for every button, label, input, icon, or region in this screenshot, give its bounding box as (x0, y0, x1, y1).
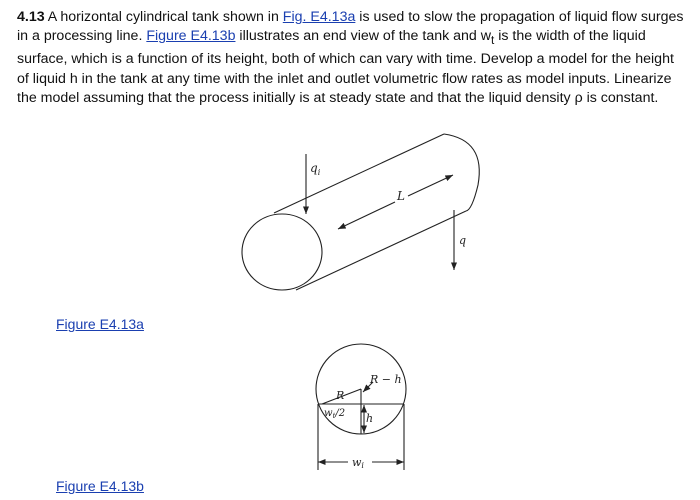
half-width-label: $w_t/2$ (324, 408, 346, 420)
height-label: h (366, 412, 374, 425)
problem-number: 4.13 (17, 9, 45, 25)
problem-text-part1: A horizontal cylindrical tank shown in (44, 9, 283, 25)
figure-b-caption[interactable]: Figure E4.13b (56, 478, 144, 494)
problem-text-part4: is the width of the liquid surface, which is a function of its height, both of which can vary with time. Develop a model for the height of liquid h in the tank at any time with the inlet and outlet volumetric flow rates as model inputs. Linearize the model assuming that the process initially is at steady state and that the liquid density ρ is constant. (17, 28, 674, 107)
problem-text-part2: is used to slow the propagation of liquid flow surges in a processing line. (17, 9, 684, 45)
length-dimension-right (408, 175, 453, 196)
cylinder-far-end (444, 134, 479, 211)
r-minus-h-label: R − h (370, 373, 402, 386)
length-label: L (397, 189, 405, 203)
inlet-flow-label: $q_i$ (310, 161, 321, 177)
radius-label: R (336, 389, 345, 402)
figure-a-link[interactable]: Fig. E4.13a (282, 9, 356, 25)
tank-end-view-diagram (316, 344, 406, 470)
length-dimension-left (338, 202, 395, 229)
cylinder-near-end (242, 214, 322, 290)
width-label: wi (352, 456, 364, 470)
cylinder-top-edge (274, 134, 444, 213)
problem-text-part3: illustrates an end view of the tank and w (235, 28, 491, 45)
cylinder-tank-diagram (242, 134, 479, 290)
figure-a-caption[interactable]: Figure E4.13a (56, 316, 144, 332)
figure-b-link[interactable]: Figure E4.13b (146, 28, 236, 45)
problem-text-subscript: t (491, 33, 495, 48)
outlet-flow-label: q (459, 234, 467, 247)
